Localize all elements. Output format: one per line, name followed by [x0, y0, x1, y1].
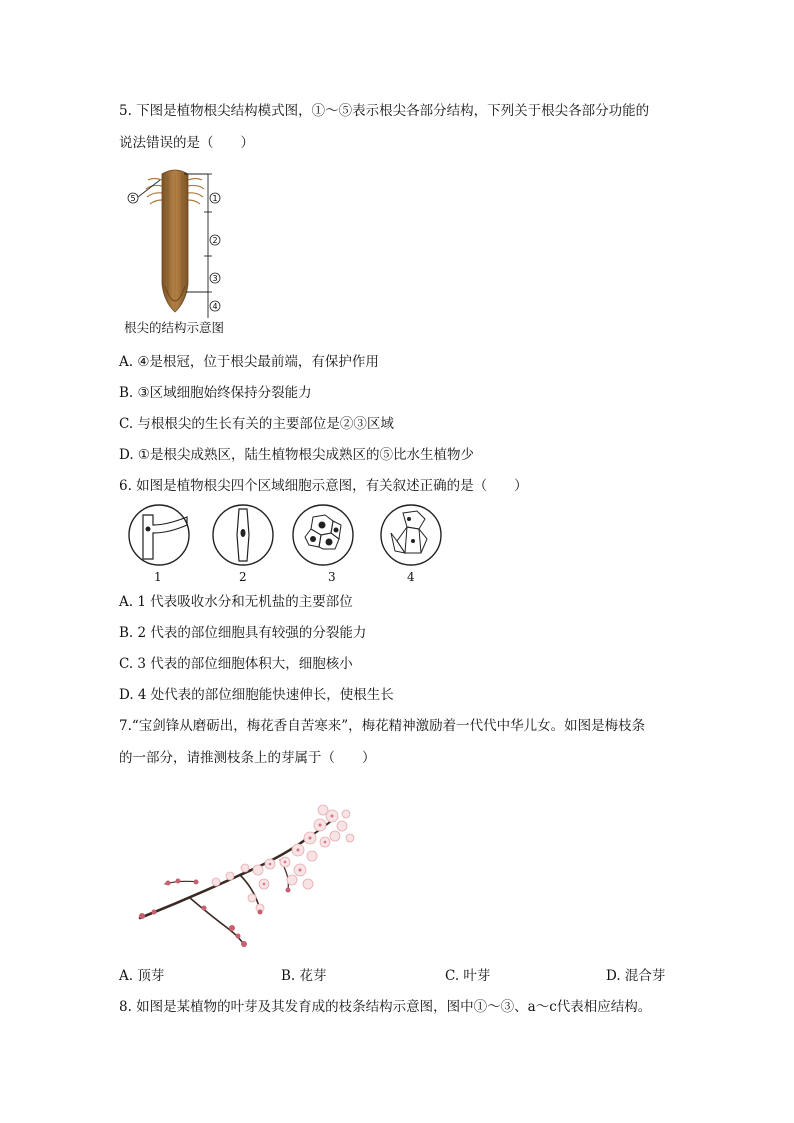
plum-branch-image	[120, 780, 370, 955]
q6-option-c: C. 3 代表的部位细胞体积大，细胞核小	[119, 656, 353, 672]
cell-number-3: 3	[328, 570, 336, 584]
root-tip-figure	[124, 166, 244, 318]
label-5	[128, 193, 138, 203]
q7-option-d: D. 混合芽	[606, 968, 666, 984]
q7-stem-line2: 的一部分，请推测枝条上的芽属于（ ）	[119, 750, 376, 766]
root-figure-caption: 根尖的结构示意图	[124, 320, 225, 335]
q8-stem: 8. 如图是某植物的叶芽及其发育成的枝条结构示意图，图中①～③、a～c代表相应结构。	[119, 999, 652, 1015]
q6-option-b: B. 2 代表的部位细胞具有较强的分裂能力	[119, 625, 367, 641]
q7-option-a: A. 顶芽	[119, 968, 165, 984]
q7-option-b: B. 花芽	[281, 968, 327, 984]
svg-text:2: 2	[212, 236, 218, 245]
q5-stem-line1: 5. 下图是植物根尖结构模式图，①～⑤表示根尖各部分结构，下列关于根尖各部分功能的	[119, 103, 650, 119]
cell-figure-4	[379, 503, 443, 567]
cell-figure-1	[127, 503, 191, 567]
q5-option-a: A. ④是根冠，位于根尖最前端，有保护作用	[119, 354, 379, 370]
svg-text:4: 4	[212, 302, 218, 311]
q7-stem-line1: 7.“宝剑锋从磨砺出，梅花香自苦寒来”，梅花精神激励着一代代中华儿女。如图是梅枝条	[119, 718, 646, 734]
q7-option-c: C. 叶芽	[445, 968, 491, 984]
q6-stem: 6. 如图是植物根尖四个区域细胞示意图，有关叙述正确的是（ ）	[119, 478, 528, 494]
cell-number-2: 2	[239, 570, 247, 584]
svg-text:1: 1	[212, 194, 218, 203]
cell-number-1: 1	[154, 570, 162, 584]
q6-option-a: A. 1 代表吸收水分和无机盐的主要部位	[119, 594, 353, 610]
cell-figure-3	[291, 503, 355, 567]
svg-text:5: 5	[130, 194, 136, 203]
q5-option-d: D. ①是根尖成熟区，陆生植物根尖成熟区的⑤比水生植物少	[119, 447, 475, 463]
q6-option-d: D. 4 处代表的部位细胞能快速伸长，使根生长	[119, 687, 394, 703]
svg-text:3: 3	[212, 274, 218, 283]
q5-option-b: B. ③区域细胞始终保持分裂能力	[119, 385, 312, 401]
cell-number-4: 4	[407, 570, 415, 584]
cell-figure-2	[211, 503, 275, 567]
q5-stem-line2: 说法错误的是（ ）	[119, 135, 254, 151]
q5-option-c: C. 与根根尖的生长有关的主要部位是②③区域	[119, 416, 394, 432]
